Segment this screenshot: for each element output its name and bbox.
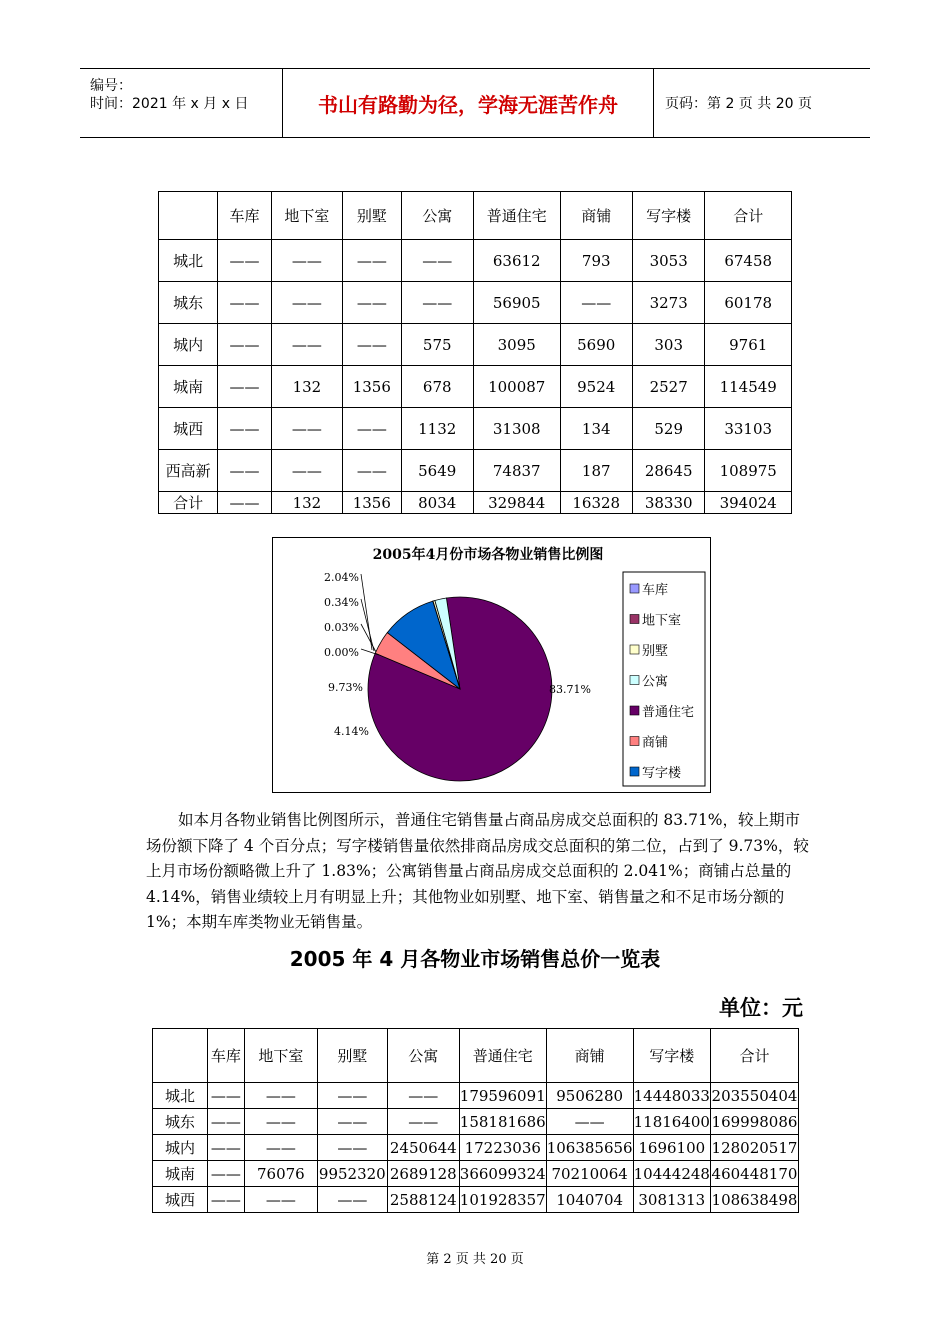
- table-cell: 179596091: [459, 1083, 546, 1109]
- table-row: [153, 1135, 799, 1161]
- table-cell: 575: [401, 324, 473, 366]
- area-table: [158, 191, 792, 514]
- table-cell: ——: [207, 1187, 244, 1213]
- column-header: 地下室: [244, 1029, 317, 1083]
- table-cell: 203550404: [710, 1083, 798, 1109]
- column-header: 普通住宅: [473, 192, 560, 240]
- row-label: 城南: [159, 366, 218, 408]
- slice-label: 9.73%: [328, 681, 363, 694]
- table-cell: 9952320: [317, 1161, 387, 1187]
- row-label: 城北: [153, 1083, 208, 1109]
- row-label: 城内: [153, 1135, 208, 1161]
- table-cell: 132: [271, 366, 342, 408]
- table-cell: 16328: [560, 492, 632, 514]
- table-cell: ——: [271, 450, 342, 492]
- table-cell: ——: [271, 408, 342, 450]
- table-cell: ——: [401, 240, 473, 282]
- analysis-text: 如本月各物业销售比例图所示，普通住宅销售量占商品房成交总面积的 83.71%，较上期市场份额下降了 4 个百分点；写字楼销售量依然排商品房成交总面积的第二位，占到了 9.73%，较上月市场份额略微上升了 1.83%；公寓销售量占商品房成交总面积的 2.041%；商铺占总量的 4.14%，销售业绩较上月有明显上升；其他物业如别墅、地下室、销售量之和不足市场分额的 1%；本期车库类物业无销售量。: [146, 811, 809, 931]
- table-cell: 3273: [632, 282, 704, 324]
- table-cell: 8034: [401, 492, 473, 514]
- table-cell: 134: [560, 408, 632, 450]
- table-cell: ——: [560, 282, 632, 324]
- table-cell: 3053: [632, 240, 704, 282]
- table-cell: ——: [546, 1109, 633, 1135]
- table-row: [159, 324, 792, 366]
- table-cell: ——: [387, 1109, 459, 1135]
- table-cell: 106385656: [546, 1135, 633, 1161]
- table-header-row: [159, 192, 792, 240]
- legend-label: 商铺: [642, 735, 669, 751]
- column-header: 公寓: [401, 192, 473, 240]
- row-label: 城东: [159, 282, 218, 324]
- table-cell: 3095: [473, 324, 560, 366]
- table-row: [159, 492, 792, 514]
- table-cell: 74837: [473, 450, 560, 492]
- slice-label: 4.14%: [334, 725, 369, 738]
- table-row: [159, 240, 792, 282]
- table-cell: 329844: [473, 492, 560, 514]
- table-cell: 2527: [632, 366, 704, 408]
- table-cell: 2450644: [387, 1135, 459, 1161]
- column-header: [153, 1029, 208, 1083]
- legend-swatch: [630, 584, 639, 593]
- table-cell: 1356: [343, 492, 401, 514]
- table-row: [159, 282, 792, 324]
- column-header: 别墅: [317, 1029, 387, 1083]
- legend-label: 写字楼: [642, 766, 682, 781]
- table-cell: 303: [632, 324, 704, 366]
- legend-label: 地下室: [642, 613, 682, 629]
- table-cell: 100087: [473, 366, 560, 408]
- table-cell: ——: [244, 1187, 317, 1213]
- table-cell: 2588124: [387, 1187, 459, 1213]
- table-cell: 158181686: [459, 1109, 546, 1135]
- table-cell: 793: [560, 240, 632, 282]
- table-row: [153, 1109, 799, 1135]
- motto: 书山有路勤为径，学海无涯苦作舟: [283, 69, 654, 137]
- table-cell: ——: [207, 1109, 244, 1135]
- slice-label: 0.00%: [324, 646, 359, 659]
- row-label: 城北: [159, 240, 218, 282]
- table-cell: ——: [218, 282, 271, 324]
- table-cell: 169998086: [710, 1109, 798, 1135]
- table-cell: ——: [343, 324, 401, 366]
- table-cell: ——: [218, 450, 271, 492]
- table-cell: ——: [317, 1109, 387, 1135]
- price-table: [152, 1028, 799, 1213]
- column-header: 商铺: [546, 1029, 633, 1083]
- table-cell: 187: [560, 450, 632, 492]
- table-cell: 9761: [705, 324, 792, 366]
- table-cell: 70210064: [546, 1161, 633, 1187]
- page-info: 页码：第 2 页 共 20 页: [665, 96, 812, 112]
- column-header: 写字楼: [632, 192, 704, 240]
- table-cell: 366099324: [459, 1161, 546, 1187]
- leader-line: [361, 599, 374, 651]
- table-cell: 5690: [560, 324, 632, 366]
- legend-label: 别墅: [642, 644, 669, 659]
- date-label: 时间：2021 年 x 月 x 日: [90, 96, 249, 112]
- table-cell: 128020517: [710, 1135, 798, 1161]
- table-cell: ——: [218, 324, 271, 366]
- table-cell: 56905: [473, 282, 560, 324]
- legend-swatch: [630, 767, 639, 776]
- table-cell: ——: [317, 1135, 387, 1161]
- legend-swatch: [630, 676, 639, 685]
- table-cell: ——: [244, 1083, 317, 1109]
- table-cell: ——: [207, 1135, 244, 1161]
- table-cell: 10444248: [633, 1161, 710, 1187]
- table-cell: 1132: [401, 408, 473, 450]
- table-cell: ——: [207, 1083, 244, 1109]
- table-row: [153, 1161, 799, 1187]
- table-cell: 67458: [705, 240, 792, 282]
- table-row: [153, 1083, 799, 1109]
- table-header-row: [153, 1029, 799, 1083]
- page-header: [80, 68, 870, 138]
- table-cell: ——: [218, 240, 271, 282]
- table-cell: ——: [271, 282, 342, 324]
- column-header: 车库: [207, 1029, 244, 1083]
- table-cell: 5649: [401, 450, 473, 492]
- code-label: 编号：: [90, 78, 132, 94]
- table-cell: ——: [401, 282, 473, 324]
- table-cell: ——: [343, 450, 401, 492]
- table-cell: 394024: [705, 492, 792, 514]
- table-row: [153, 1187, 799, 1213]
- table-cell: 108975: [705, 450, 792, 492]
- table-cell: 9506280: [546, 1083, 633, 1109]
- table-cell: ——: [218, 366, 271, 408]
- legend-swatch: [630, 645, 639, 654]
- table-cell: 2689128: [387, 1161, 459, 1187]
- table-cell: ——: [244, 1109, 317, 1135]
- table-cell: 38330: [632, 492, 704, 514]
- column-header: 写字楼: [633, 1029, 710, 1083]
- table-cell: ——: [317, 1187, 387, 1213]
- column-header: 商铺: [560, 192, 632, 240]
- table-cell: ——: [387, 1083, 459, 1109]
- table-cell: 101928357: [459, 1187, 546, 1213]
- column-header: 别墅: [343, 192, 401, 240]
- table-cell: 1040704: [546, 1187, 633, 1213]
- table-cell: ——: [207, 1161, 244, 1187]
- pie-chart: [272, 537, 711, 793]
- table-cell: 132: [271, 492, 342, 514]
- table-cell: 28645: [632, 450, 704, 492]
- table-cell: 108638498: [710, 1187, 798, 1213]
- table-row: [159, 450, 792, 492]
- legend-swatch: [630, 737, 639, 746]
- page-footer: 第 2 页 共 20 页: [426, 1252, 524, 1267]
- row-label: 城东: [153, 1109, 208, 1135]
- legend-label: 普通住宅: [642, 705, 695, 720]
- table-cell: ——: [271, 240, 342, 282]
- table-cell: ——: [343, 282, 401, 324]
- table-cell: ——: [343, 408, 401, 450]
- row-label: 城南: [153, 1161, 208, 1187]
- row-label: 城内: [159, 324, 218, 366]
- table-cell: 3081313: [633, 1187, 710, 1213]
- legend-swatch: [630, 615, 639, 624]
- table-cell: 76076: [244, 1161, 317, 1187]
- table-cell: ——: [218, 492, 271, 514]
- legend-swatch: [630, 706, 639, 715]
- leader-line: [361, 574, 372, 650]
- column-header: 地下室: [271, 192, 342, 240]
- pie-chart-svg: [273, 538, 710, 792]
- row-label: 合计: [159, 492, 218, 514]
- table-cell: 9524: [560, 366, 632, 408]
- slice-label: 83.71%: [549, 683, 591, 696]
- chart-title: 2005年4月份市场各物业销售比例图: [372, 547, 604, 563]
- header-meta: [80, 69, 283, 137]
- row-label: 西高新: [159, 450, 218, 492]
- table-cell: 31308: [473, 408, 560, 450]
- legend-label: 公寓: [642, 674, 669, 690]
- analysis-paragraph: [146, 808, 811, 936]
- row-label: 城西: [159, 408, 218, 450]
- table-cell: 63612: [473, 240, 560, 282]
- table-cell: 11816400: [633, 1109, 710, 1135]
- table2-title: 2005 年 4 月各物业市场销售总价一览表: [289, 947, 661, 971]
- column-header: 车库: [218, 192, 271, 240]
- table-cell: 1356: [343, 366, 401, 408]
- unit-label: 单位：元: [719, 996, 803, 1020]
- table-cell: ——: [244, 1135, 317, 1161]
- table-cell: ——: [317, 1083, 387, 1109]
- table-cell: 529: [632, 408, 704, 450]
- table-cell: 678: [401, 366, 473, 408]
- table-cell: 114549: [705, 366, 792, 408]
- table-cell: 460448170: [710, 1161, 798, 1187]
- slice-label: 2.04%: [324, 571, 359, 584]
- table-cell: 1696100: [633, 1135, 710, 1161]
- table-cell: 60178: [705, 282, 792, 324]
- row-label: 城西: [153, 1187, 208, 1213]
- slice-label: 0.34%: [324, 596, 359, 609]
- table-cell: 33103: [705, 408, 792, 450]
- table-cell: ——: [271, 324, 342, 366]
- table-cell: 14448033: [633, 1083, 710, 1109]
- table-row: [159, 408, 792, 450]
- column-header: 公寓: [387, 1029, 459, 1083]
- column-header: 普通住宅: [459, 1029, 546, 1083]
- column-header: 合计: [705, 192, 792, 240]
- slice-label: 0.03%: [324, 621, 359, 634]
- table-cell: ——: [343, 240, 401, 282]
- column-header: 合计: [710, 1029, 798, 1083]
- column-header: [159, 192, 218, 240]
- table-cell: 17223036: [459, 1135, 546, 1161]
- table-cell: ——: [218, 408, 271, 450]
- legend-label: 车库: [642, 583, 669, 598]
- table-row: [159, 366, 792, 408]
